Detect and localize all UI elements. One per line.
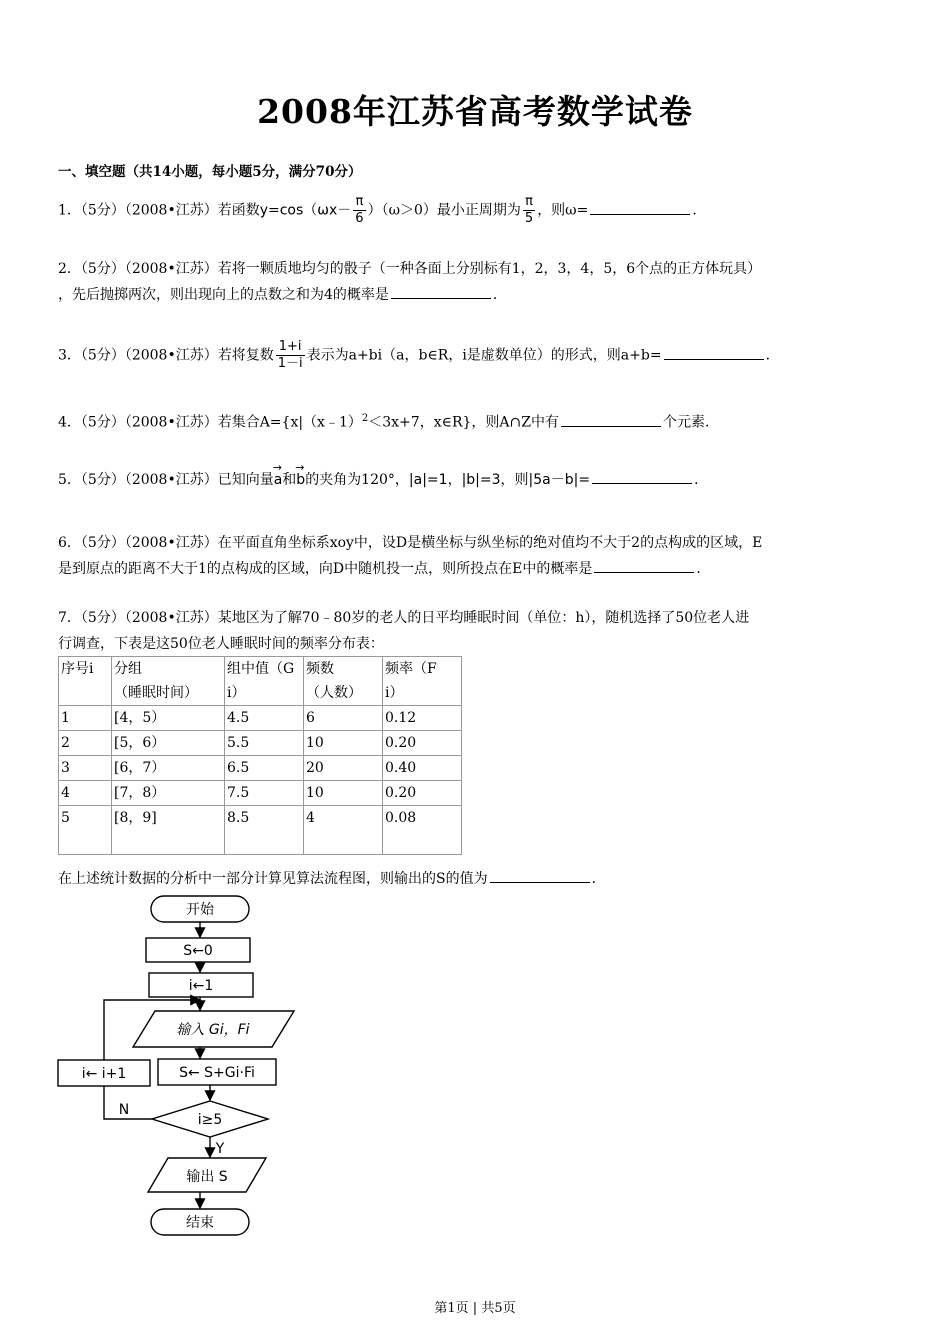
- section-heading: 一、填空题（共14小题，每小题5分，满分70分）: [58, 164, 362, 180]
- algorithm-flowchart: [50, 890, 310, 1242]
- question-1: 1．（5分）（2008•江苏）若函数y=cos（ωx－ $\frac{\pi}{6}$ ）（ω＞0）最小正周期为 $\frac{\pi}{5}$ ，则ω= ．: [58, 194, 707, 226]
- complex-fraction: $\frac{1+i}{1-i}$: [277, 339, 303, 371]
- flow-start-label: 开始: [186, 902, 214, 918]
- table-row: 3 [6，7） 6.5 20 0.40: [59, 756, 462, 781]
- table-header-row: 序号i 分组 （睡眠时间） 组中值（G i） 频数 （人数） 频率（F i）: [59, 657, 462, 706]
- flow-end-label: 结束: [186, 1215, 214, 1231]
- answer-blank-2[interactable]: [391, 282, 491, 299]
- answer-blank-1[interactable]: [590, 198, 690, 215]
- question-2: 2．（5分）（2008•江苏）若将一颗质地均匀的骰子（一种各面上分别标有1，2，3，4，5，6个点的正方体玩具） ，先后抛掷两次，则出现向上的点数之和为4的概率是 ．: [58, 261, 762, 303]
- flow-input-label: 输入 Gi，Fi: [176, 1022, 250, 1038]
- fraction-pi-5: $\frac{\pi}{5}$: [524, 194, 534, 226]
- question-6: 6．（5分）（2008•江苏）在平面直角坐标系xoy中，设D是横坐标与纵坐标的绝对值均不大于2的点构成的区域，E 是到原点的距离不大于1的点构成的区域，向D中随机投一点，则所投点在E中的概率是 ．: [58, 535, 763, 577]
- page-footer: 第1页 | 共5页: [434, 1301, 516, 1316]
- flow-increment-label: i← i+1: [81, 1066, 127, 1082]
- table-row: 1 [4，5） 4.5 6 0.12: [59, 706, 462, 731]
- table-row: 5 [8，9] 8.5 4 0.08: [59, 806, 462, 855]
- frequency-table: [58, 656, 462, 855]
- answer-blank-4[interactable]: [561, 410, 661, 427]
- flow-output-label: 输出 S: [186, 1169, 228, 1185]
- flow-condition-label: i≥5: [197, 1112, 223, 1128]
- flow-init-i-label: i←1: [188, 978, 214, 994]
- answer-blank-3[interactable]: [664, 343, 764, 360]
- flow-init-s-label: S←0: [183, 943, 213, 959]
- question-4: 4．（5分）（2008•江苏）若集合A={x|（x﹣1）$^2$＜3x+7，x∈R}，则A∩Z中有 个元素．: [58, 406, 898, 436]
- flow-no-label: N: [118, 1102, 130, 1118]
- table-row: 2 [5，6） 5.5 10 0.20: [59, 731, 462, 756]
- answer-blank-6[interactable]: [594, 556, 694, 573]
- vector-b: → b: [296, 467, 305, 493]
- answer-blank-5[interactable]: [592, 467, 692, 484]
- question-7-followup: 在上述统计数据的分析中一部分计算见算法流程图，则输出的S的值为 ．: [58, 866, 898, 892]
- fraction-pi-6: $\frac{\pi}{6}$: [355, 194, 364, 226]
- vector-a: → a: [274, 467, 283, 493]
- flow-yes-label: Y: [215, 1141, 225, 1157]
- question-7: 7．（5分）（2008•江苏）某地区为了解70﹣80岁的老人的日平均睡眠时间（单位：h），随机选择了50位老人进 行调查，下表是这50位老人睡眠时间的频率分布表：: [58, 610, 750, 652]
- paper-title: 2008年江苏省高考数学试卷: [257, 92, 693, 131]
- answer-blank-7[interactable]: [490, 866, 590, 883]
- question-3: 3．（5分）（2008•江苏）若将复数 $\frac{1+i}{1-i}$ 表示为a+bi（a，b∈R，i是虚数单位）的形式，则a+b= ．: [58, 339, 780, 371]
- flow-update-label: S← S+Gi·Fi: [179, 1065, 255, 1081]
- table-row: 4 [7，8） 7.5 10 0.20: [59, 781, 462, 806]
- question-5: 5．（5分）（2008•江苏）已知向量→ a和→ b的夹角为120°，|a|=1，|b|=3，则|5a－b|= ．: [58, 467, 898, 493]
